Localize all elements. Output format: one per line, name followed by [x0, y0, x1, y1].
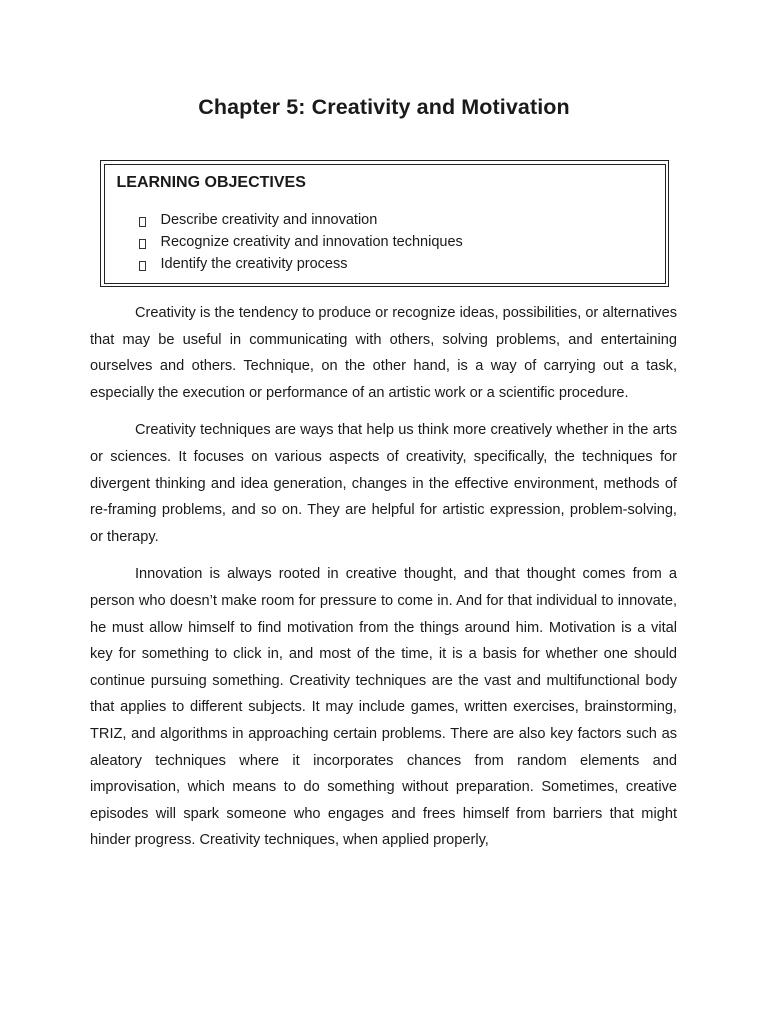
box-bullet-icon: [139, 261, 146, 271]
learning-objectives-inner-frame: [104, 164, 666, 284]
box-bullet-icon: [139, 239, 146, 249]
paragraph-creativity-techniques: Creativity techniques are ways that help us think more creatively whether in the arts or sciences. It focuses on various aspects of creativity, specifically, the techniques for divergent thinking and idea generation, changes in the effective environment, methods of re-framing problems, and so on. They are helpful for artistic expression, problem-solving, or therapy.: [90, 422, 677, 545]
learning-objectives-box: [100, 160, 669, 287]
objective-text: Identify the creativity process: [160, 255, 348, 272]
objective-item: [139, 253, 463, 275]
learning-objectives-heading: LEARNING OBJECTIVES: [116, 173, 306, 191]
box-bullet-icon: [139, 217, 146, 227]
body-text: [90, 300, 677, 865]
learning-objectives-list: [139, 209, 463, 275]
paragraph-creativity-definition: Creativity is the tendency to produce or recognize ideas, possibilities, or alternatives that may be useful in communicating with others, solving problems, and entertaining ourselves and others. Technique, on the other hand, is a way of carrying out a task, especially the execution or performance of an artistic work or a scientific procedure.: [90, 305, 677, 401]
objective-item: [139, 231, 463, 253]
objective-item: [139, 209, 463, 231]
page-title: Chapter 5: Creativity and Motivation: [198, 95, 570, 119]
objective-text: Describe creativity and innovation: [160, 211, 378, 228]
paragraph-innovation: Innovation is always rooted in creative thought, and that thought comes from a person who doesn’t make room for pressure to come in. And for that individual to innovate, he must allow himself to find motivation from the things around him. Motivation is a vital key for something to click in, and most of the time, it is a basis for whether one should continue pursuing something. Creativity techniques are the vast and multifunctional body that applies to different subjects. It may include games, written exercises, brainstorming, TRIZ, and algorithms in approaching certain problems. There are also key factors such as aleatory techniques where it incorporates chances from random elements and improvisation, which means to do something without preparation. Sometimes, creative episodes will spark someone who engages and frees himself from barriers that might hinder progress. Creativity techniques, when applied properly,: [90, 566, 677, 849]
objective-text: Recognize creativity and innovation techniques: [160, 233, 463, 250]
